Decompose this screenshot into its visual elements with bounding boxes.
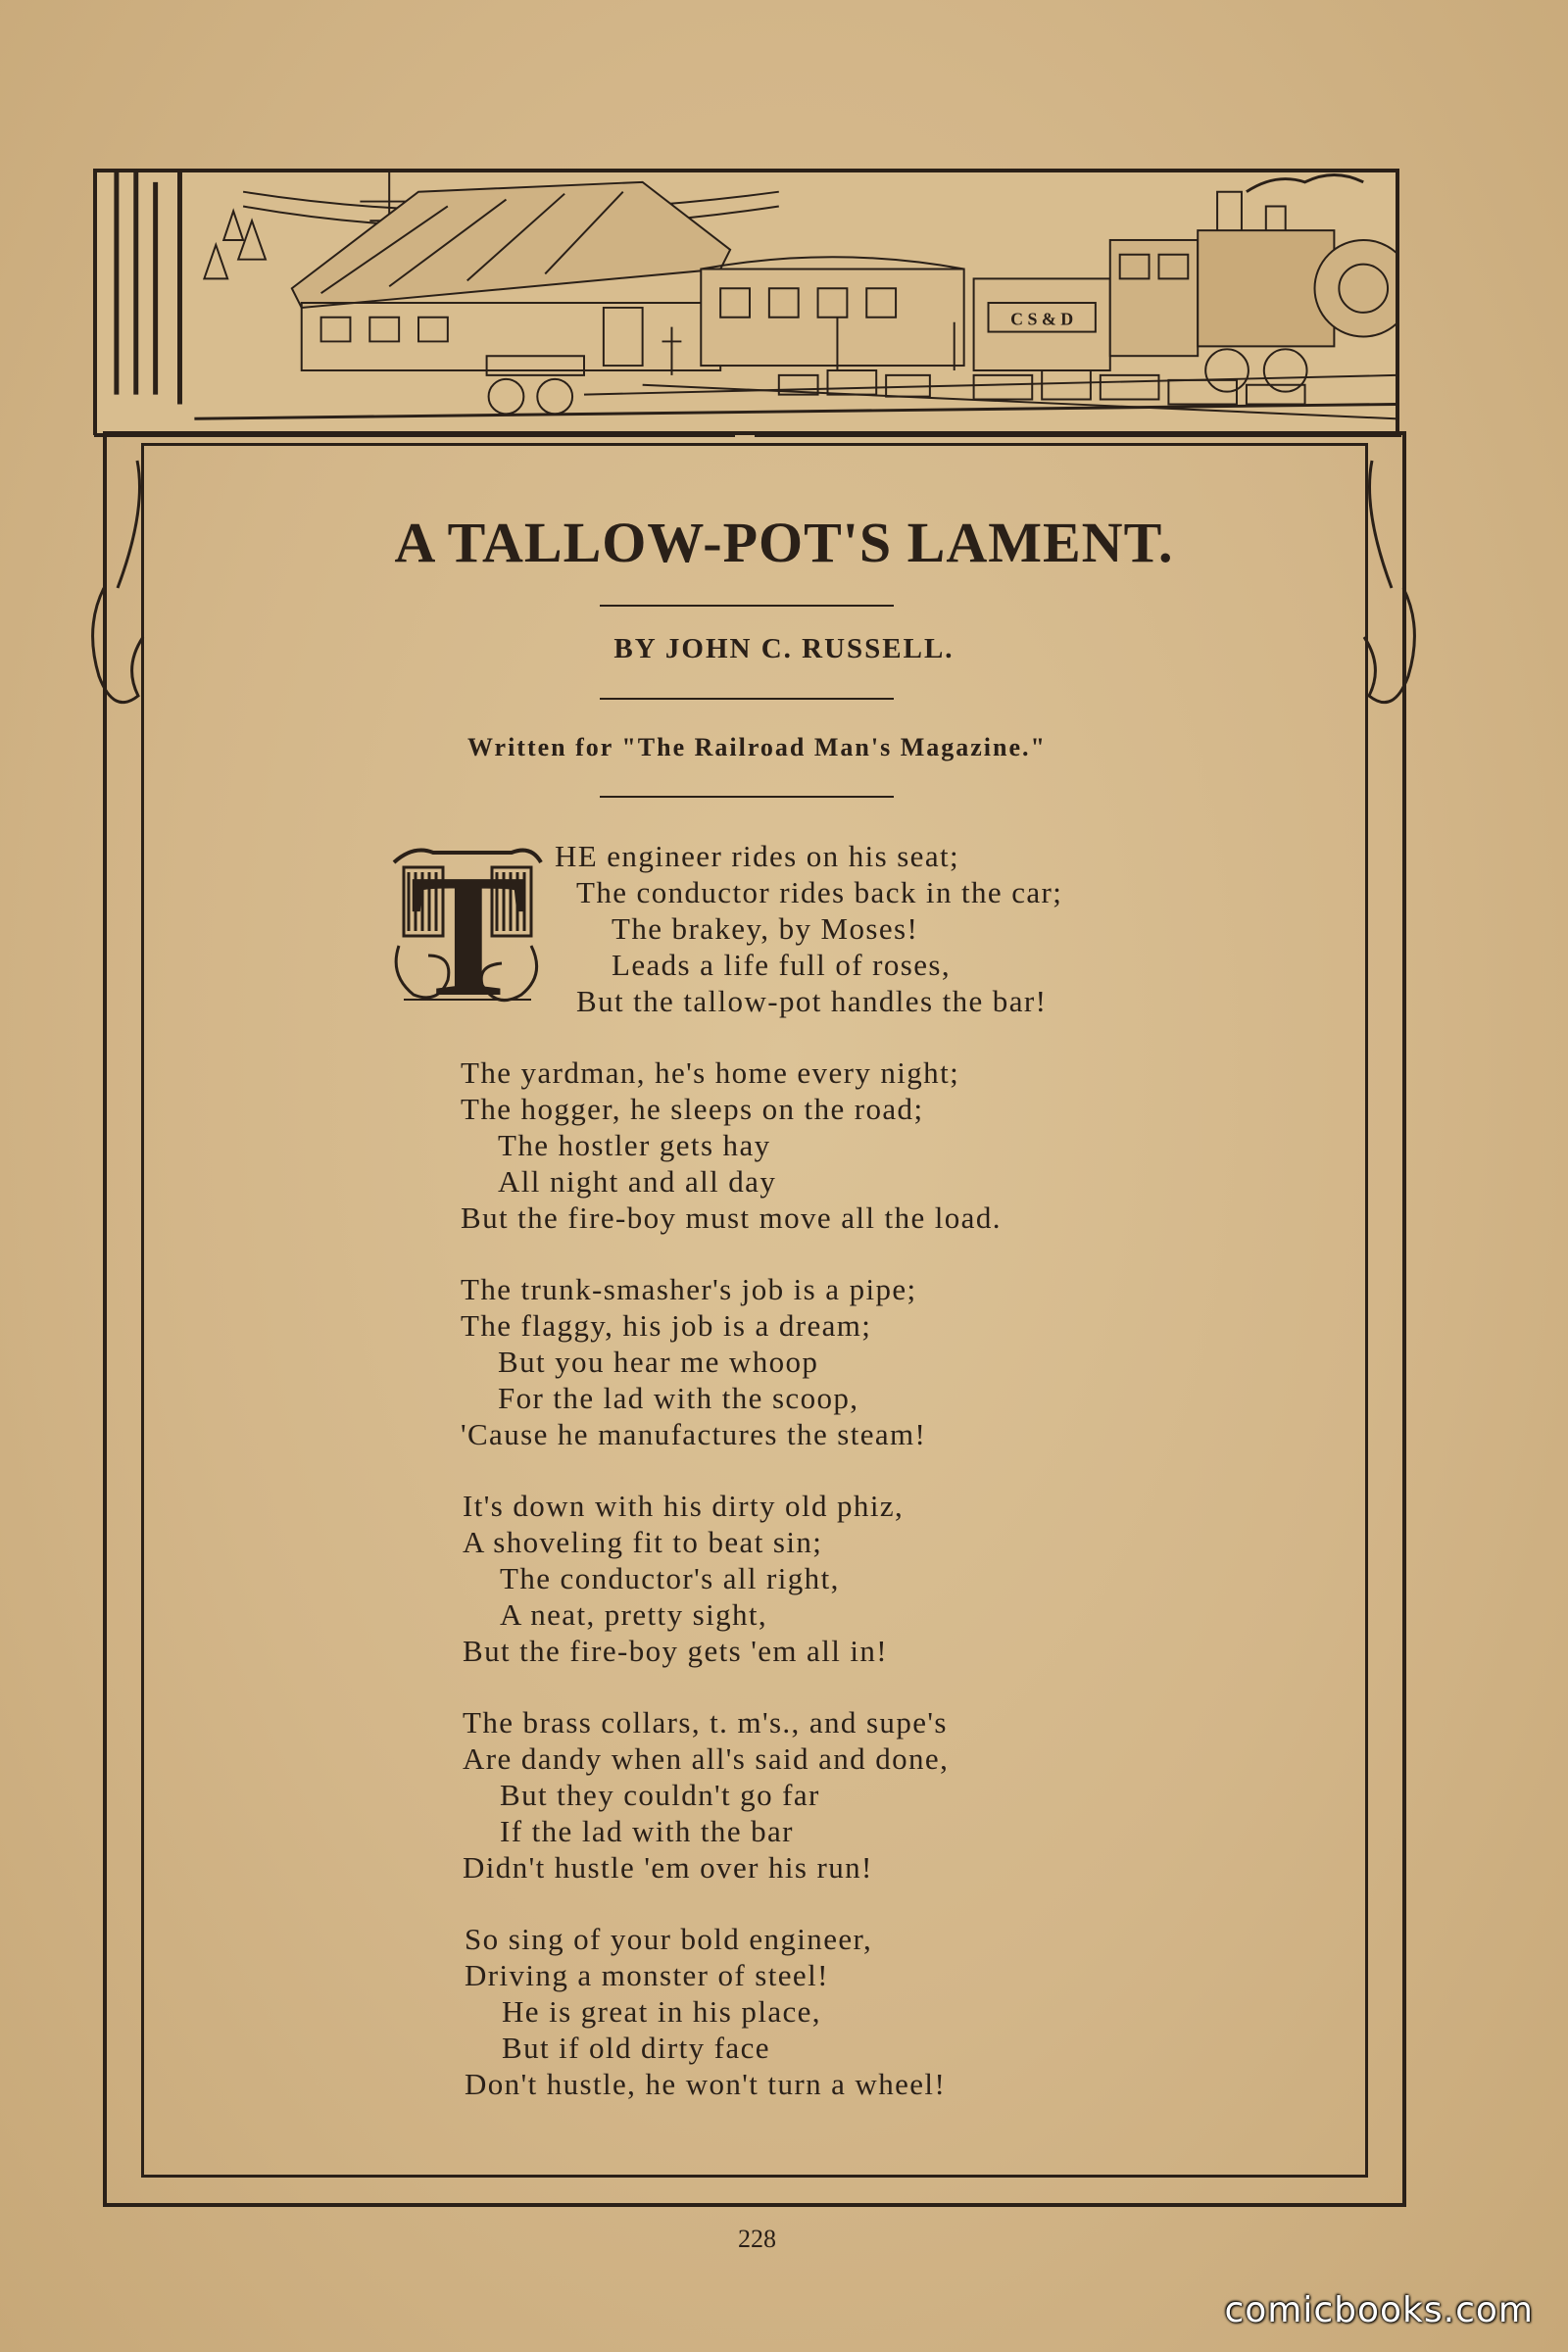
poem-line: The conductor's all right,	[500, 1561, 840, 1595]
written-for-note: Written for "The Railroad Man's Magazine."	[467, 733, 1047, 761]
poem-line: Driving a monster of steel!	[465, 1958, 829, 1992]
poem-line: He is great in his place,	[502, 1994, 821, 2029]
poem-line: The brass collars, t. m's., and supe's	[463, 1705, 948, 1740]
poem-line: The hostler gets hay	[498, 1128, 771, 1162]
poem-line: But they couldn't go far	[500, 1778, 820, 1812]
banner-car-sign: C S & D	[1010, 309, 1074, 329]
poem-line: So sing of your bold engineer,	[465, 1922, 873, 1956]
poem-line: But the fire-boy gets 'em all in!	[463, 1634, 889, 1668]
poem-line: The brakey, by Moses!	[612, 911, 919, 946]
poem-line: Didn't hustle 'em over his run!	[463, 1850, 873, 1885]
poem-line: But if old dirty face	[502, 2031, 770, 2065]
drop-cap-letter: T	[409, 838, 528, 1014]
ornamental-drop-cap	[384, 838, 553, 1014]
poem-line: But the tallow-pot handles the bar!	[576, 984, 1048, 1018]
poem-byline: BY JOHN C. RUSSELL.	[613, 633, 955, 664]
poem-line: The flaggy, his job is a dream;	[461, 1308, 872, 1343]
poem-line: Leads a life full of roses,	[612, 948, 951, 982]
poem-line: The trunk-smasher's job is a pipe;	[461, 1272, 917, 1306]
poem-line: A shoveling fit to beat sin;	[463, 1525, 823, 1559]
note-rule	[600, 796, 894, 798]
poem-line: HE engineer rides on his seat;	[555, 839, 960, 873]
poem-line: The conductor rides back in the car;	[576, 875, 1063, 909]
poem-line: Are dandy when all's said and done,	[463, 1741, 950, 1776]
poem-line: But you hear me whoop	[498, 1345, 819, 1379]
poem-line: 'Cause he manufactures the steam!	[461, 1417, 927, 1451]
poem-line: The yardman, he's home every night;	[461, 1055, 960, 1090]
page-number: 228	[738, 2225, 776, 2253]
poem-line: For the lad with the scoop,	[498, 1381, 859, 1415]
poem-line: A neat, pretty sight,	[500, 1597, 768, 1632]
train-station-drawing	[97, 172, 1396, 435]
byline-rule	[600, 698, 894, 700]
site-watermark: comicbooks.com	[1224, 2290, 1534, 2330]
poem-line: If the lad with the bar	[500, 1814, 794, 1848]
poem-line: But the fire-boy must move all the load.	[461, 1200, 1002, 1235]
poem-line: All night and all day	[498, 1164, 777, 1199]
poem-line: The hogger, he sleeps on the road;	[461, 1092, 924, 1126]
poem-title: A TALLOW-POT'S LAMENT.	[394, 511, 1174, 574]
title-rule	[600, 605, 894, 607]
railroad-station-illustration	[93, 169, 1399, 435]
poem-line: Don't hustle, he won't turn a wheel!	[465, 2067, 947, 2101]
poem-line: It's down with his dirty old phiz,	[463, 1489, 905, 1523]
